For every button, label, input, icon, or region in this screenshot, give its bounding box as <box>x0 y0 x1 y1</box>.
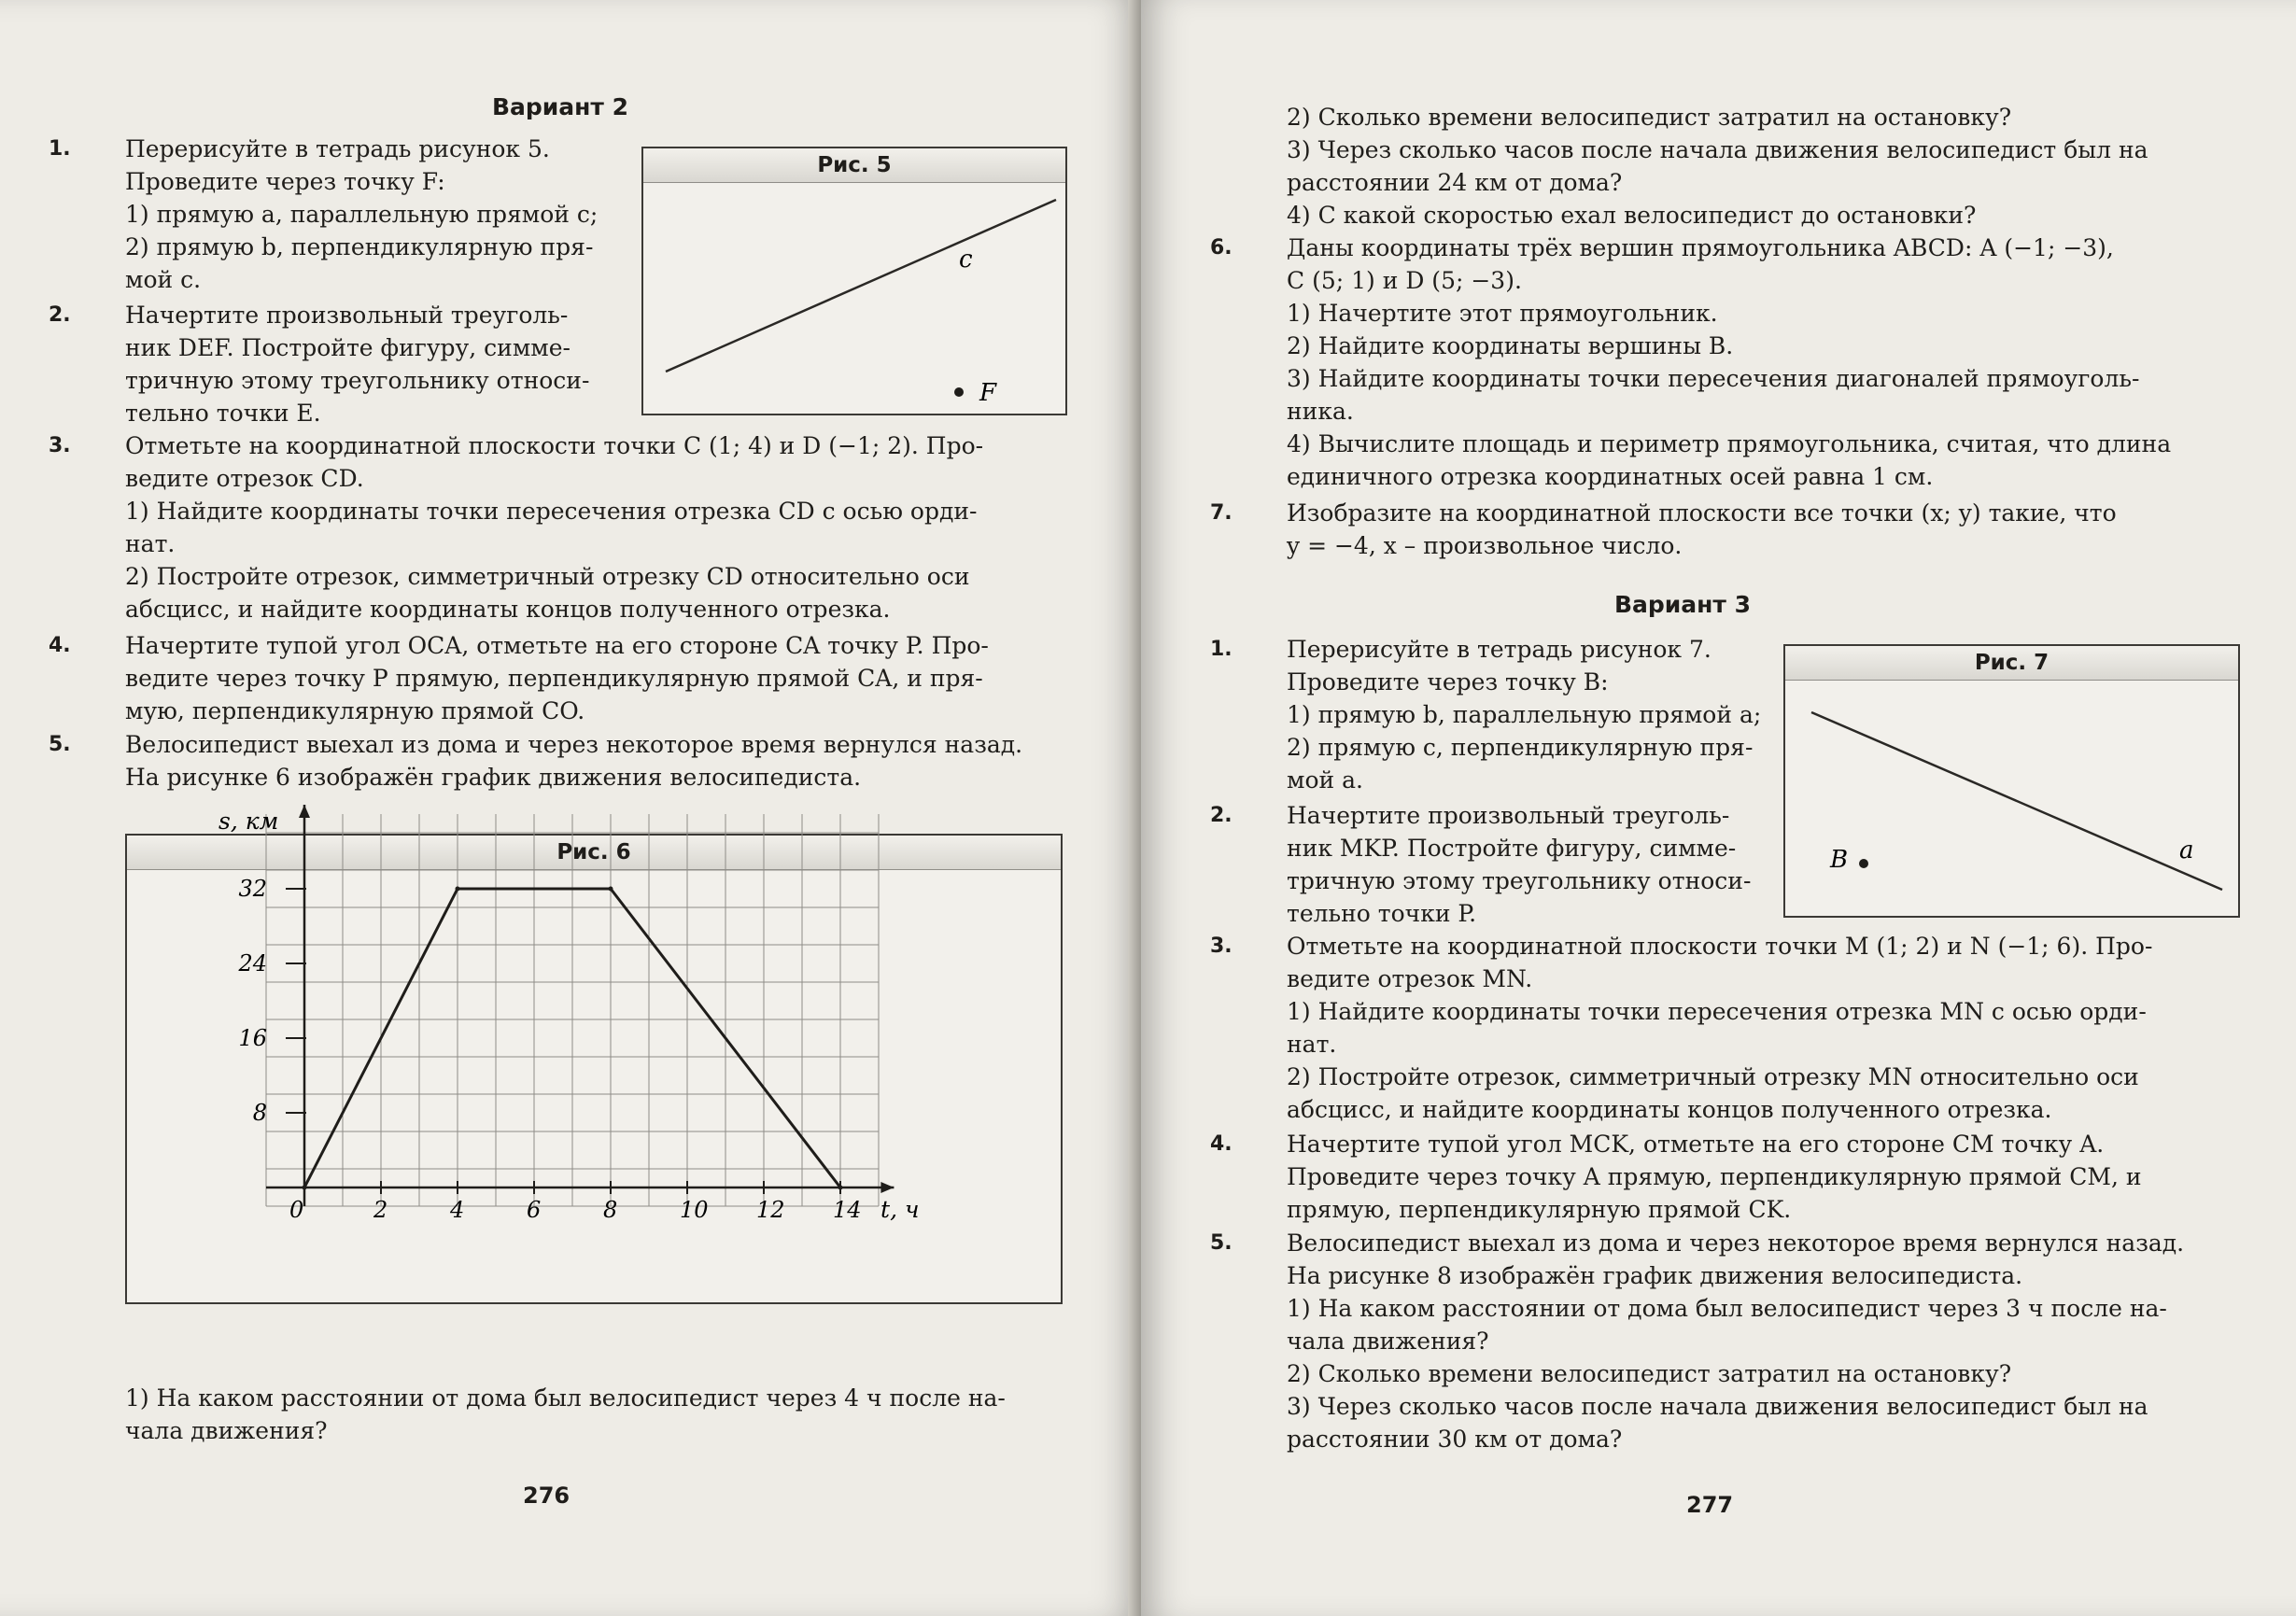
text-line: Начертите тупой угол MCK, отметьте на его стороне CM точку A. <box>1287 1131 2105 1158</box>
x-tick-label: 14 <box>833 1197 862 1223</box>
text-line: абсцисс, и найдите координаты концов полученного отрезка. <box>1287 1096 2052 1123</box>
text-line: На рисунке 6 изображён график движения велосипедиста. <box>125 764 862 791</box>
chart-title: Рис. 6 <box>127 836 1061 870</box>
text-line: мой c. <box>125 266 202 293</box>
y-tick-label: 32 <box>238 876 267 902</box>
task-2 <box>1210 799 1770 930</box>
text-line: 2) прямую b, перпендикулярную пря- <box>125 233 594 260</box>
data-point <box>609 887 613 892</box>
text-line: 2) Постройте отрезок, симметричный отрезку MN относительно оси <box>1287 1063 2139 1090</box>
text-line: Начертите произвольный треуголь- <box>1287 802 1730 829</box>
task-7 <box>1210 497 2237 562</box>
task-body <box>125 133 599 296</box>
text-line: 1) прямую b, параллельную прямой a; <box>1287 701 1762 728</box>
x-axis-label: t, ч <box>880 1196 920 1223</box>
figure-7-drawing <box>1785 681 2238 915</box>
y-tick-label: 24 <box>238 950 267 977</box>
y-axis-label: s, км <box>218 808 279 835</box>
figure-5 <box>641 147 1067 415</box>
task-5 <box>1210 1227 2237 1455</box>
task-number: 3. <box>49 434 71 457</box>
text-line: ведите отрезок CD. <box>125 465 364 492</box>
x-tick-label: 8 <box>603 1197 618 1223</box>
text-line: 1) Найдите координаты точки пересечения отрезка MN с осью орди- <box>1287 998 2147 1025</box>
text-line: 2) Постройте отрезок, симметричный отрезку CD относительно оси <box>125 563 970 590</box>
text-line: 1) прямую a, параллельную прямой c; <box>125 201 599 228</box>
task-3 <box>1210 930 2237 1126</box>
task-1 <box>1210 633 1770 796</box>
point-b-label: B <box>1830 846 1849 874</box>
data-point <box>838 1186 843 1190</box>
text-line: Велосипедист выехал из дома и через некоторое время вернулся назад. <box>125 731 1023 758</box>
text-line: Проведите через точку B: <box>1287 668 1609 696</box>
task-body <box>125 629 1066 727</box>
text-line: ник DEF. Постройте фигуру, симме- <box>125 334 570 361</box>
text-line: тричную этому треугольнику относи- <box>125 367 590 394</box>
task-body <box>1287 930 2237 1126</box>
text-line: Отметьте на координатной плоскости точки C (1; 4) и D (−1; 2). Про- <box>125 432 984 459</box>
task-number: 5. <box>1210 1231 1233 1255</box>
task-body <box>1287 799 1770 930</box>
y-axis-arrow <box>299 805 310 818</box>
text-line: Проведите через точку F: <box>125 168 445 195</box>
task-5-continued <box>1210 101 2237 232</box>
text-line: 2) Сколько времени велосипедист затратил на остановку? <box>1287 104 2012 131</box>
text-line: 1) На каком расстоянии от дома был велосипедист через 4 ч после на- <box>125 1384 1006 1412</box>
x-tick-label: 0 <box>289 1197 304 1223</box>
task-number: 1. <box>49 137 71 161</box>
text-line: 3) Через сколько часов после начала движения велосипедист был на <box>1287 1393 2148 1420</box>
text-line: 1) Начертите этот прямоугольник. <box>1287 300 1718 327</box>
figure-title: Рис. 5 <box>643 148 1065 183</box>
text-line: ник MKP. Постройте фигуру, симме- <box>1287 835 1737 862</box>
page-number: 276 <box>523 1483 570 1509</box>
text-line: нат. <box>1287 1031 1337 1058</box>
text-line: Начертите произвольный треуголь- <box>125 302 569 329</box>
x-tick-label: 2 <box>373 1197 388 1223</box>
text-line: нат. <box>125 530 176 557</box>
task-number: 4. <box>1210 1132 1233 1156</box>
text-line: Начертите тупой угол OCA, отметьте на его стороне CA точку P. Про- <box>125 632 989 659</box>
right-page <box>1141 0 2296 1616</box>
task-number: 5. <box>49 733 71 756</box>
text-line: 1) Найдите координаты точки пересечения отрезка CD с осью орди- <box>125 498 978 525</box>
text-line: чала движения? <box>1287 1328 1489 1355</box>
text-line: Проведите через точку A прямую, перпендикулярную прямой CM, и <box>1287 1163 2142 1190</box>
task-body <box>1287 633 1770 796</box>
task-body <box>1287 232 2237 493</box>
text-line: мой a. <box>1287 766 1363 794</box>
text-line: Перерисуйте в тетрадь рисунок 5. <box>125 135 550 162</box>
text-line: C (5; 1) и D (5; −3). <box>1287 267 1522 294</box>
variant-title: Вариант 3 <box>1613 591 1752 618</box>
task-body <box>1287 1128 2237 1226</box>
y-tick-label: 8 <box>252 1100 267 1126</box>
text-line: На рисунке 8 изображён график движения велосипедиста. <box>1287 1262 2023 1289</box>
line-c-label: c <box>959 246 973 274</box>
task-2 <box>49 299 627 429</box>
y-tick-label: 16 <box>238 1025 267 1051</box>
text-line: тельно точки E. <box>125 400 321 427</box>
task-5 <box>49 728 1066 794</box>
variant-title: Вариант 2 <box>491 93 629 120</box>
text-line: расстоянии 24 км от дома? <box>1287 169 1623 196</box>
text-line: мую, перпендикулярную прямой CO. <box>125 697 585 724</box>
task-body <box>1287 497 2237 562</box>
task-body <box>125 299 627 429</box>
data-point <box>456 887 460 892</box>
x-tick-label: 4 <box>450 1197 465 1223</box>
text-line: ведите отрезок MN. <box>1287 965 1533 992</box>
figure-5-drawing <box>643 183 1065 413</box>
text-line: y = −4, x – произвольное число. <box>1287 532 1683 559</box>
task-body <box>1287 101 2237 232</box>
text-line: 2) Сколько времени велосипедист затратил на остановку? <box>1287 1360 2012 1387</box>
text-line: Даны координаты трёх вершин прямоугольника ABCD: A (−1; −3), <box>1287 234 2114 261</box>
text-line: расстоянии 30 км от дома? <box>1287 1426 1623 1453</box>
text-line: 3) Через сколько часов после начала движения велосипедист был на <box>1287 136 2148 163</box>
text-line: 2) прямую c, перпендикулярную пря- <box>1287 734 1754 761</box>
x-axis-arrow <box>880 1182 894 1193</box>
text-line: Велосипедист выехал из дома и через некоторое время вернулся назад. <box>1287 1230 2185 1257</box>
task-number: 2. <box>49 303 71 327</box>
task-3 <box>49 429 1066 625</box>
text-line: 3) Найдите координаты точки пересечения диагоналей прямоуголь- <box>1287 365 2140 392</box>
line-c <box>666 200 1056 372</box>
text-line: единичного отрезка координатных осей равна 1 см. <box>1287 463 1934 490</box>
text-line: Перерисуйте в тетрадь рисунок 7. <box>1287 636 1711 663</box>
figure-7 <box>1783 644 2240 918</box>
figure-title: Рис. 7 <box>1785 646 2238 681</box>
x-tick-label: 12 <box>756 1197 785 1223</box>
task-number: 6. <box>1210 236 1233 260</box>
task-body <box>125 1382 1066 1447</box>
line-a <box>1811 712 2222 890</box>
text-line: тричную этому треугольнику относи- <box>1287 867 1752 894</box>
left-page <box>0 0 1141 1616</box>
figure-6-chart <box>125 808 1063 1304</box>
task-number: 4. <box>49 634 71 657</box>
line-a-label: a <box>2179 836 2194 864</box>
text-line: 1) На каком расстоянии от дома был велосипедист через 3 ч после на- <box>1287 1295 2167 1322</box>
text-line: чала движения? <box>125 1417 328 1444</box>
task-5-question <box>49 1382 1066 1447</box>
point-f <box>954 387 964 397</box>
task-body <box>125 728 1066 794</box>
task-1 <box>49 133 599 296</box>
text-line: абсцисс, и найдите координаты концов полученного отрезка. <box>125 596 891 623</box>
x-tick-label: 6 <box>527 1197 542 1223</box>
point-f-label: F <box>979 379 997 407</box>
task-number: 7. <box>1210 501 1233 525</box>
x-tick-label: 10 <box>680 1197 709 1223</box>
task-number: 2. <box>1210 804 1233 827</box>
task-body <box>1287 1227 2237 1455</box>
text-line: ника. <box>1287 398 1354 425</box>
text-line: 2) Найдите координаты вершины B. <box>1287 332 1734 359</box>
task-6 <box>1210 232 2237 493</box>
page-number: 277 <box>1686 1492 1734 1518</box>
task-number: 1. <box>1210 638 1233 661</box>
point-b <box>1859 859 1868 868</box>
task-body <box>125 429 1066 625</box>
text-line: прямую, перпендикулярную прямой CK. <box>1287 1196 1792 1223</box>
text-line: 4) С какой скоростью ехал велосипедист до остановки? <box>1287 202 1977 229</box>
task-number: 3. <box>1210 934 1233 958</box>
task-4 <box>1210 1128 2237 1226</box>
task-4 <box>49 629 1066 727</box>
data-point <box>303 1186 307 1190</box>
text-line: 4) Вычислите площадь и периметр прямоугольника, считая, что длина <box>1287 430 2172 457</box>
text-line: тельно точки P. <box>1287 900 1477 927</box>
text-line: Отметьте на координатной плоскости точки M (1; 2) и N (−1; 6). Про- <box>1287 933 2153 960</box>
text-line: Изобразите на координатной плоскости все точки (x; y) такие, что <box>1287 499 2117 527</box>
text-line: ведите через точку P прямую, перпендикулярную прямой CA, и пря- <box>125 665 983 692</box>
